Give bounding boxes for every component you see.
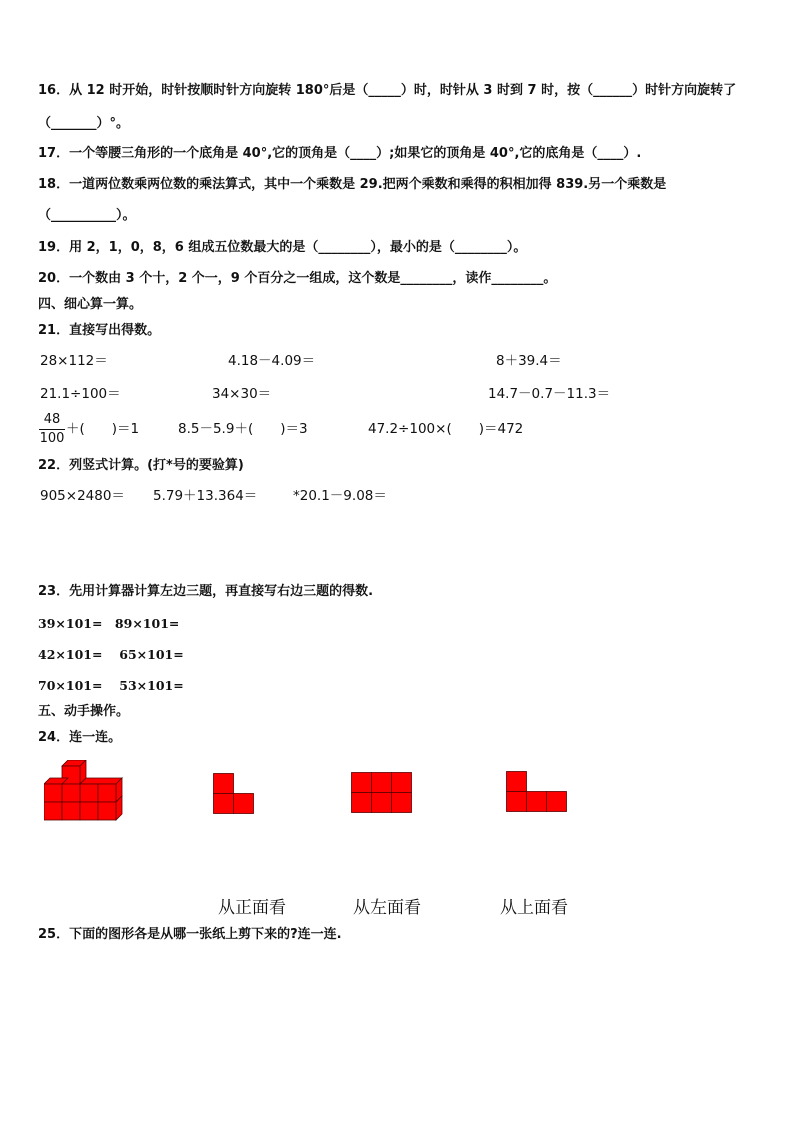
q25: 25．下面的图形各是从哪一张纸上剪下来的?连一连. bbox=[38, 927, 342, 942]
q21-r3-a: ＋( )＝1 bbox=[66, 421, 140, 437]
q21-r3-c: 47.2÷100×( )＝472 bbox=[368, 421, 524, 437]
q19: 19．用 2，1，0，8，6 组成五位数最大的是（________），最小的是（________）。 bbox=[38, 240, 527, 255]
q24-label-top: 从上面看 bbox=[500, 898, 568, 918]
q24-label-left: 从左面看 bbox=[353, 898, 421, 918]
q24-view-shape-3 bbox=[506, 771, 568, 813]
q23-row-3: 70×101= 53×101= bbox=[38, 678, 184, 693]
q21-r1-c: 8＋39.4＝ bbox=[496, 353, 562, 369]
fraction-denominator: 100 bbox=[39, 431, 65, 446]
q16-line1: 16．从 12 时开始，时针按顺时针方向旋转 180°后是（_____）时，时针从 3 时到 7 时，按（______）时针方向旋转了 bbox=[38, 83, 737, 98]
q18-line1: 18．一道两位数乘两位数的乘法算式，其中一个乘数是 29.把两个乘数和乘得的积相加得 839.另一个乘数是 bbox=[38, 177, 667, 192]
q22-item-3: *20.1－9.08＝ bbox=[293, 488, 387, 504]
q21-r1-a: 28×112＝ bbox=[40, 353, 108, 369]
q21-r3-b: 8.5－5.9＋( )＝3 bbox=[178, 421, 308, 437]
q16-line2: （_______）°。 bbox=[38, 116, 130, 131]
q21-fraction bbox=[39, 412, 65, 447]
q22-item-1: 905×2480＝ bbox=[40, 488, 125, 504]
q24-title: 24．连一连。 bbox=[38, 730, 122, 745]
q22-item-2: 5.79＋13.364＝ bbox=[153, 488, 258, 504]
q24-view-shape-1 bbox=[213, 773, 255, 815]
q24-label-front: 从正面看 bbox=[218, 898, 286, 918]
q23-row-2: 42×101= 65×101= bbox=[38, 647, 184, 662]
q21-r1-b: 4.18－4.09＝ bbox=[228, 353, 316, 369]
q24-cube-solid-3d bbox=[44, 760, 126, 822]
q17: 17．一个等腰三角形的一个底角是 40°,它的顶角是（____）;如果它的顶角是 40°,它的底角是（____）. bbox=[38, 146, 642, 161]
q21-title: 21．直接写出得数。 bbox=[38, 323, 161, 338]
q21-r2-b: 34×30＝ bbox=[212, 386, 272, 402]
q21-r2-c: 14.7－0.7－11.3＝ bbox=[488, 386, 611, 402]
section-4-heading: 四、细心算一算。 bbox=[38, 297, 143, 312]
q18-line2: （__________）。 bbox=[38, 208, 136, 223]
fraction-numerator: 48 bbox=[39, 412, 65, 430]
q21-r2-a: 21.1÷100＝ bbox=[40, 386, 121, 402]
q23-title: 23．先用计算器计算左边三题，再直接写右边三题的得数. bbox=[38, 584, 374, 599]
section-5-heading: 五、动手操作。 bbox=[38, 704, 130, 719]
q20: 20．一个数由 3 个十，2 个一，9 个百分之一组成，这个数是________，读作________。 bbox=[38, 271, 557, 286]
q22-title: 22．列竖式计算。(打*号的要验算) bbox=[38, 458, 244, 473]
q23-row-1: 39×101= 89×101= bbox=[38, 616, 180, 631]
q24-view-shape-2 bbox=[351, 772, 413, 814]
